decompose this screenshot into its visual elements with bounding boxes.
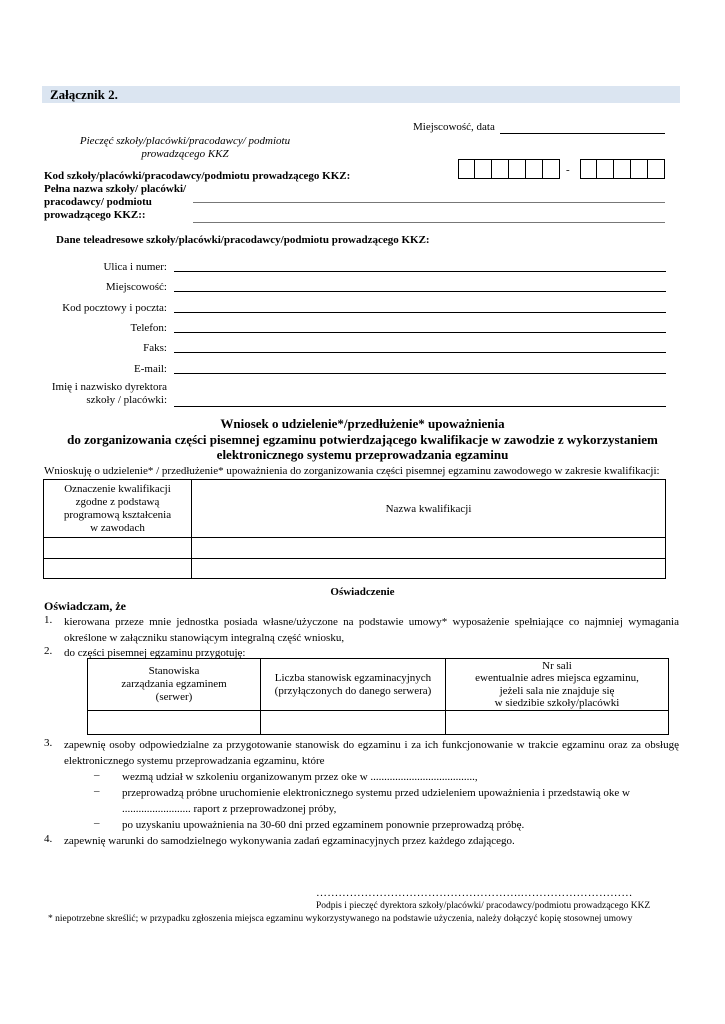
subitem-text: przeprowadzą próbne uruchomienie elektronicznego systemu przed udzieleniem upoważnienia i przedstawią oke w ......................... raport z przeprowadzonej próby, [122,787,630,815]
fax-field[interactable] [174,352,666,353]
fullname-field-1[interactable] [193,202,665,203]
postal-field[interactable] [174,312,666,313]
fullname-field-2[interactable] [193,222,665,223]
header-bar [42,86,680,103]
item-text: do części pisemnej egzaminu przygotuję: [64,647,246,659]
request-intro: Wnioskuję o udzielenie* / przedłużenie* upoważnienia do zorganizowania części pisemnej egzaminu zawodowego w zakresie kwalifikacji: [44,465,660,477]
postal-label: Kod pocztowy i poczta: [62,302,167,314]
fax-label: Faks: [143,342,167,354]
place-date-label: Miejscowość, data [413,121,495,133]
attachment-title: Załącznik 2. [50,87,118,102]
item-text: zapewnię osoby odpowiedzialne za przygotowanie stanowisk do egzaminu i za ich funkcjonowanie w trakcie egzaminu oraz za obsługę elektronicznego systemu przeprowadzania egzaminu, które [64,739,679,767]
station-room-header: Nr sali ewentualnie adres miejsca egzaminu, jeżeli sala nie znajduje się w siedzibie szkoły/placówki [446,659,669,711]
email-field[interactable] [174,373,666,374]
station-table [87,658,669,735]
qual-name-cell[interactable] [192,538,666,559]
declare-intro: Oświadczam, że [44,599,126,613]
station-room-cell[interactable] [446,711,669,735]
subitem-dash: – [94,817,100,829]
code-dash: - [566,164,570,176]
city-field[interactable] [174,291,666,292]
code-boxes-right[interactable] [580,159,665,179]
qual-name-header: Nazwa kwalifikacji [192,480,666,538]
street-field[interactable] [174,271,666,272]
subitem-dash: – [94,785,100,797]
phone-field[interactable] [174,332,666,333]
item-text: kierowana przeze mnie jednostka posiada własne/użyczone na podstawie umowy* wyposażenie spełniające co najmniej wymagania określone w załączniku stanowiącym integralną część wniosku, [64,616,679,644]
declaration-heading: Oświadczenie [330,586,395,598]
email-label: E-mail: [134,363,167,375]
subitem-text: po uzyskaniu upoważnienia na 30-60 dni przed egzaminem ponownie przeprowadzą próbę. [122,819,525,831]
item-number: 2. [44,645,53,657]
station-count-cell[interactable] [261,711,446,735]
station-count-header: Liczba stanowisk egzaminacyjnych (przyłączonych do danego serwera) [261,659,446,711]
qual-code-cell[interactable] [44,559,192,579]
stamp-label: Pieczęć szkoły/placówki/pracodawcy/ podmiotu prowadzącego KKZ [79,135,291,160]
code-label: Kod szkoły/placówki/pracodawcy/podmiotu prowadzącego KKZ: [44,170,351,182]
subitem-text: wezmą udział w szkoleniu organizowanym przez oke w ......................................, [122,771,478,783]
station-server-cell[interactable] [88,711,261,735]
item-text: zapewnię warunki do samodzielnego wykonywania zadań egzaminacyjnych przez każdego zdającego. [64,835,515,847]
subitem-dash: – [94,769,100,781]
footnote: * niepotrzebne skreślić; w przypadku zgłoszenia miejsca egzaminu wykorzystywanego na podstawie użyczenia, należy dołączyć kopię stosownej umowy [48,914,633,924]
street-label: Ulica i numer: [103,261,167,273]
qual-name-cell[interactable] [192,559,666,579]
contact-heading: Dane teleadresowe szkoły/placówki/pracodawcy/podmiotu prowadzącego KKZ: [56,234,430,246]
item-number: 1. [44,614,53,626]
qual-code-cell[interactable] [44,538,192,559]
qual-code-header: Oznaczenie kwalifikacji zgodne z podstawą programową kształcenia w zawodach [44,480,192,538]
place-date-field[interactable] [500,133,665,134]
phone-label: Telefon: [130,322,167,334]
item-number: 4. [44,833,53,845]
director-label: Imię i nazwisko dyrektora szkoły / placówki: [51,381,167,406]
city-label: Miejscowość: [105,281,167,293]
station-server-header: Stanowiska zarządzania egzaminem (serwer) [88,659,261,711]
director-field[interactable] [174,406,666,407]
qualification-table [43,479,666,579]
fullname-label: Pełna nazwa szkoły/ placówki/ pracodawcy/ podmiotu prowadzącego KKZ:: [44,183,187,221]
signature-label: Podpis i pieczęć dyrektora szkoły/placówki/ pracodawcy/podmiotu prowadzącego KKZ [316,901,651,911]
signature-line[interactable]: ……………………………………………….………………………… [316,887,633,899]
request-title: Wniosek o udzielenie*/przedłużenie* upoważnienia do zorganizowania części pisemnej egzaminu potwierdzającego kwalifikacje w zawodzie z wykorzystaniem elektronicznego systemu przeprowadzania egzaminu [67,416,658,462]
code-boxes-left[interactable] [458,159,560,179]
item-number: 3. [44,737,53,749]
